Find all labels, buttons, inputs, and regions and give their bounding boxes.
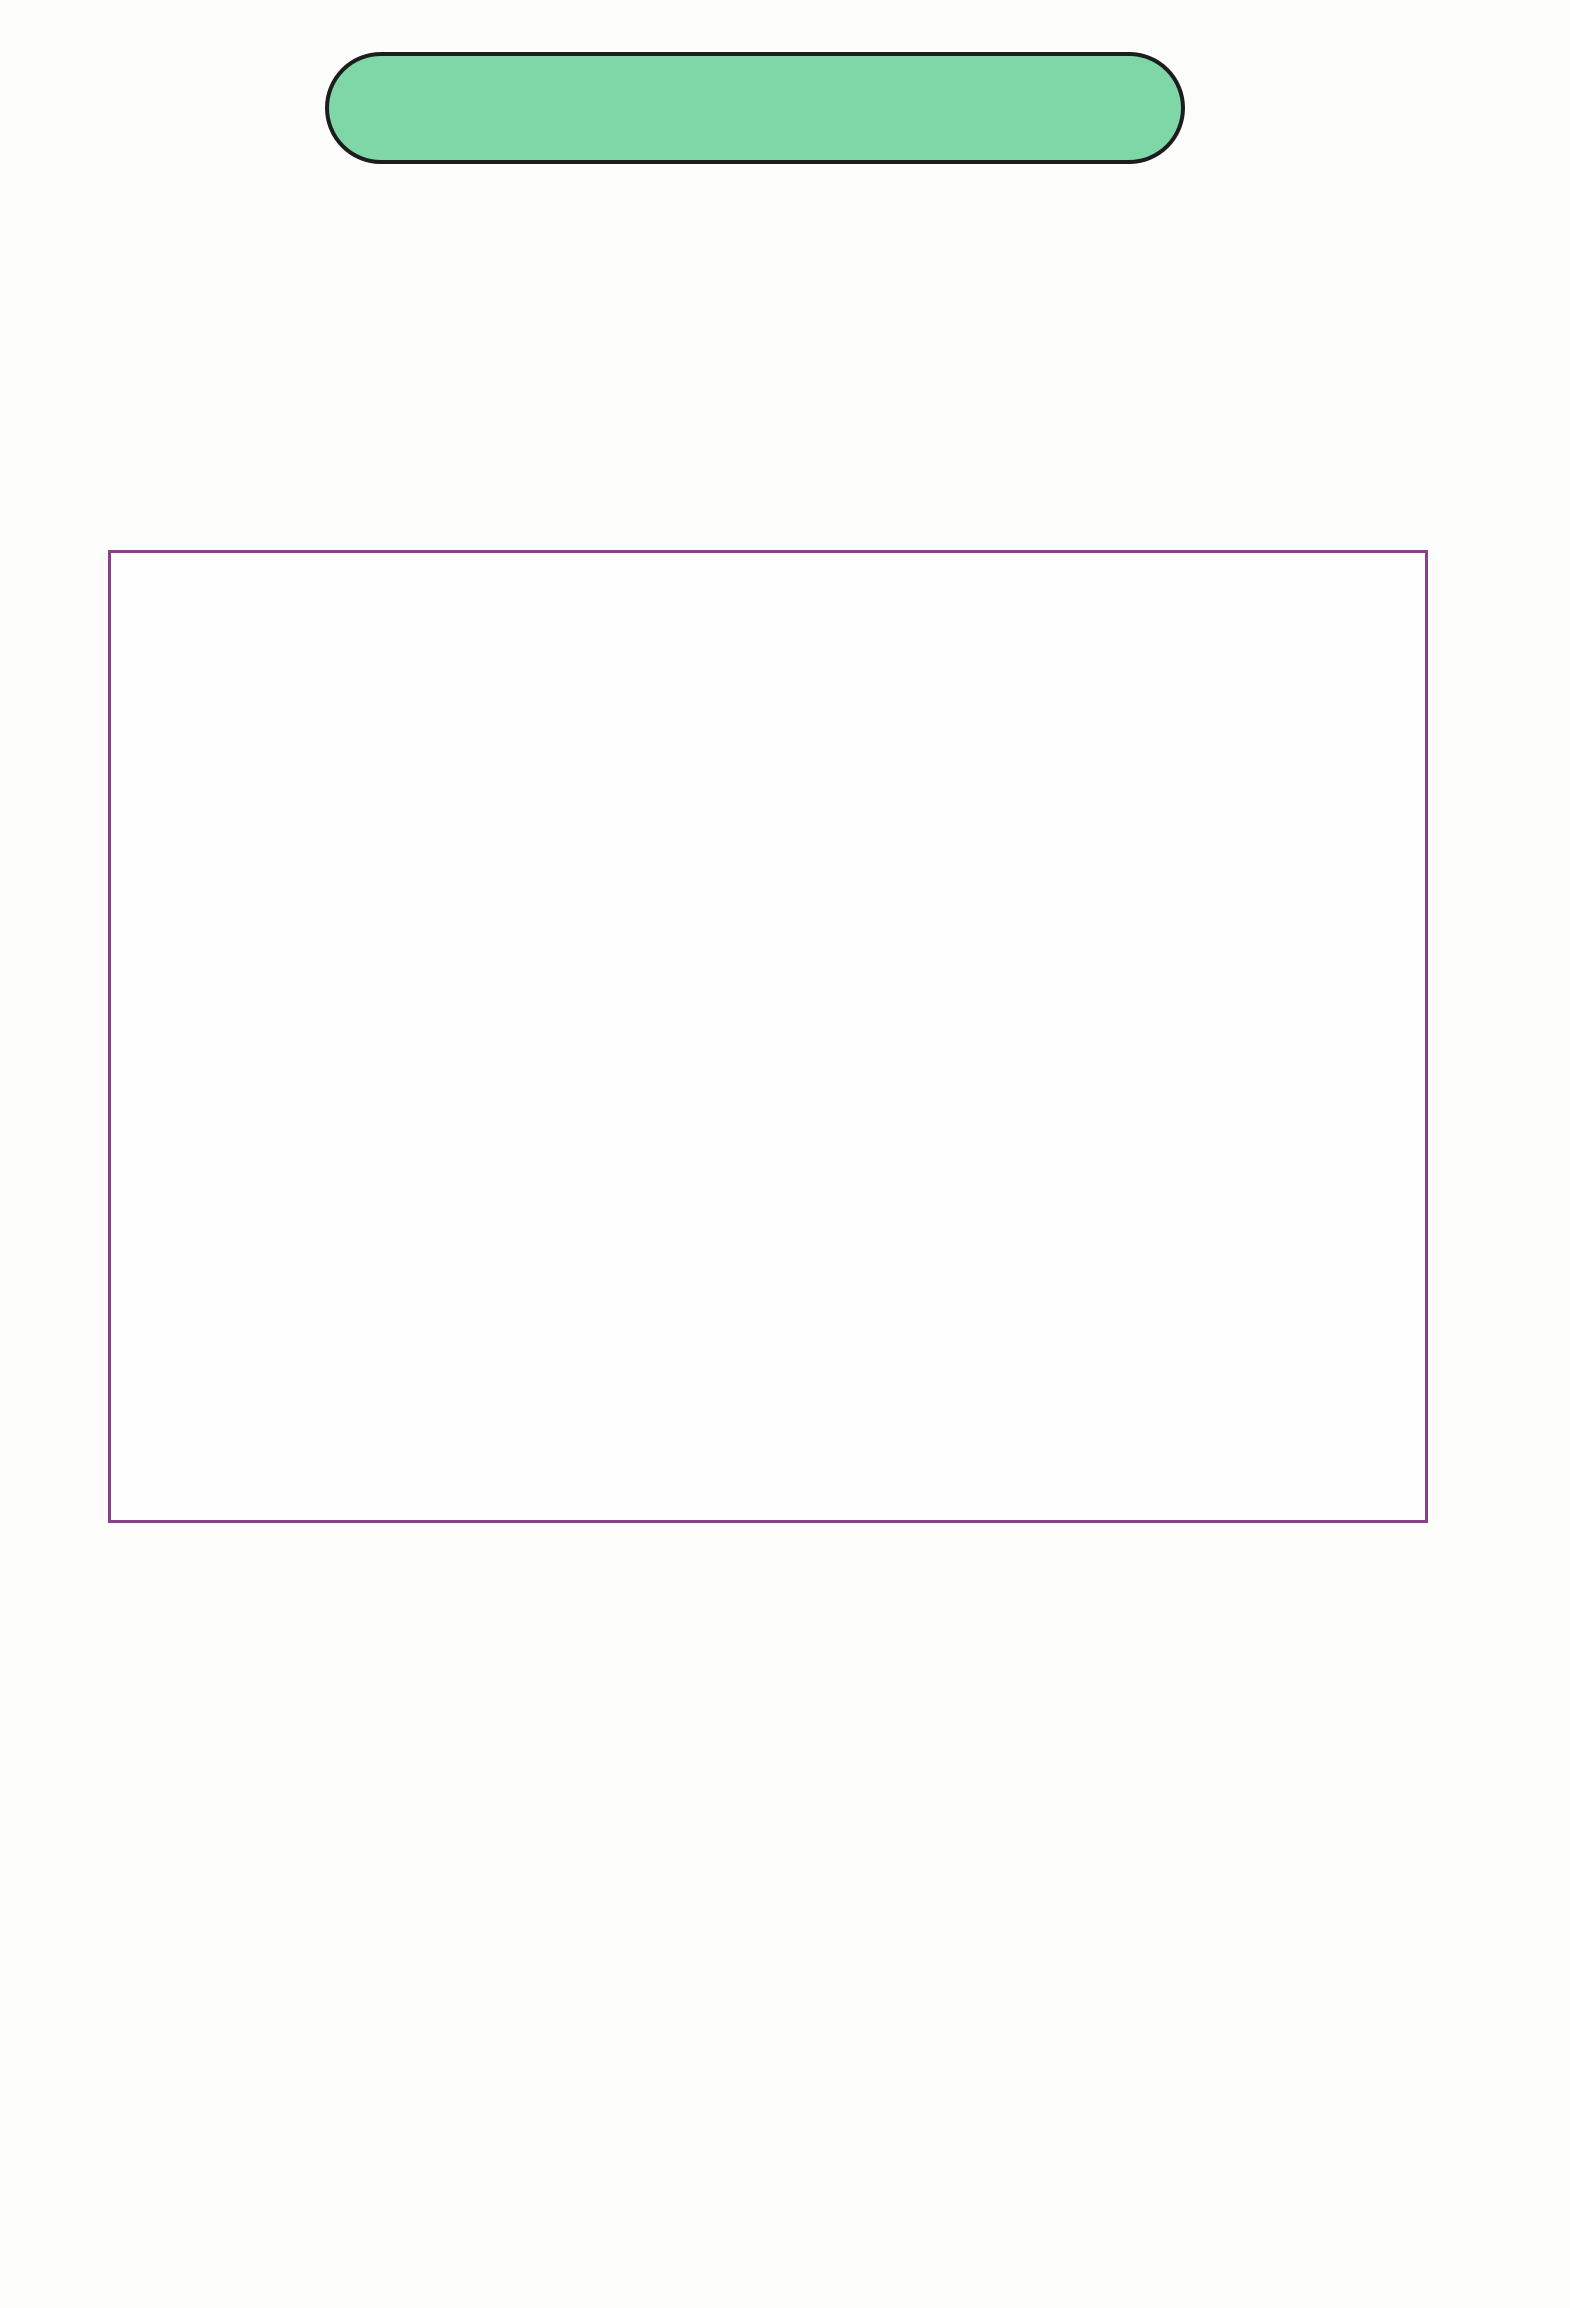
responsive-reading-box	[108, 550, 1428, 1523]
page-title	[325, 52, 1185, 164]
